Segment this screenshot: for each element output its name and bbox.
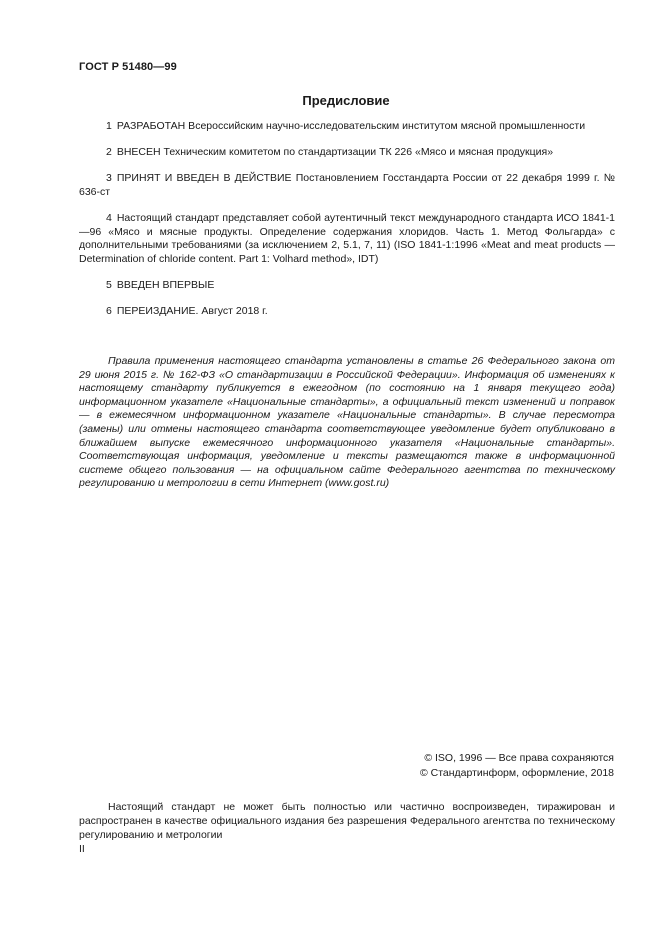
item-number: 3 (106, 172, 112, 184)
application-rules-notice (79, 355, 615, 491)
foreword-item-2 (79, 146, 615, 160)
copyright-standartinform: © Стандартинформ, оформление, 2018 (419, 767, 614, 779)
item-text: Настоящий стандарт представляет собой аутентичный текст международного стандарта ИСО 1841-1—96 «Мясо и мясные продукты. Определение содержания хлоридов. Часть 1. Метод Фольгарда» с дополнительными требованиями (за исключением 2, 5.1, 7, 11) (ISO 1841-1:1996 «Meat and meat products — Determination of chloride content. Part 1: Volhard method», IDT) (79, 212, 615, 265)
copyright-iso: © ISO, 1996 — Все права сохраняются (424, 752, 614, 764)
reproduction-notice (79, 800, 615, 842)
foreword-item-1 (79, 120, 615, 134)
page-title: Предисловие (302, 93, 390, 108)
item-number: 2 (106, 146, 112, 158)
page-number: II (79, 843, 85, 855)
item-number: 4 (106, 212, 112, 224)
item-text: ПРИНЯТ И ВВЕДЕН В ДЕЙСТВИЕ Постановлением Госстандарта России от 22 декабря 1999 г. № 636-ст (79, 172, 615, 198)
item-text: ВВЕДЕН ВПЕРВЫЕ (116, 279, 215, 291)
foreword-item-3 (79, 172, 615, 199)
item-text: ПЕРЕИЗДАНИЕ. Август 2018 г. (116, 305, 268, 317)
item-number: 5 (106, 279, 112, 291)
notice-text: Правила применения настоящего стандарта установлены в статье 26 Федерального закона от 29 июня 2015 г. № 162-ФЗ «О стандартизации в Российской Федерации». Информация об изменениях к настоящему стандарту публикуется в ежегодном (по состоянию на 1 января текущего года) информационном указателе «Национальные стандарты», а официальный текст изменений и поправок — в ежемесячном информационном указателе «Национальные стандарты». В случае пересмотра (замены) или отмены настоящего стандарта соответствующее уведомление будет опубликовано в ближайшем выпуске ежемесячного информационного указателя «Национальные стандарты». Соответствующая информация, уведомление и тексты размещаются также в информационной системе общего пользования — на официальном сайте Федерального агентства по техническому регулированию и метрологии в сети Интернет (www.gost.ru) (79, 355, 615, 490)
reproduction-notice-text: Настоящий стандарт не может быть полностью или частично воспроизведен, тиражирован и распространен в качестве официального издания без разрешения Федерального агентства по техническому регулированию и метрологии (79, 801, 615, 841)
standard-code: ГОСТ Р 51480—99 (79, 61, 177, 73)
foreword-item-6 (79, 305, 615, 319)
item-number: 1 (106, 120, 112, 132)
item-number: 6 (106, 305, 112, 317)
item-text: РАЗРАБОТАН Всероссийским научно-исследовательским институтом мясной промышленности (116, 120, 586, 132)
item-text: ВНЕСЕН Техническим комитетом по стандартизации ТК 226 «Мясо и мясная продукция» (116, 146, 554, 158)
foreword-item-5 (79, 279, 615, 293)
foreword-item-4 (79, 212, 615, 266)
